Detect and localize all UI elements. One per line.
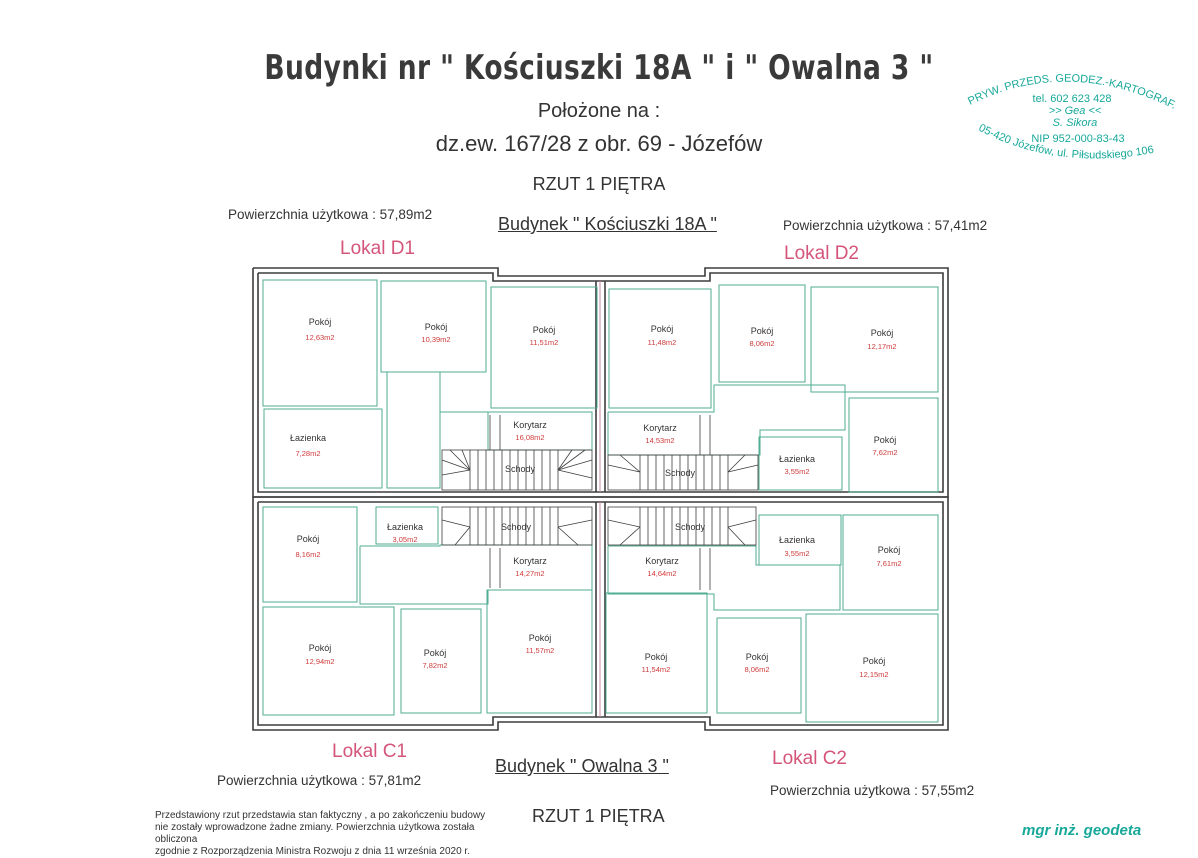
stamp-line-1: PRYW. PRZEDS. GEODEZ.-KARTOGRAF. (966, 72, 1179, 112)
room-name: Łazienka (778, 454, 816, 464)
stamp-line-6: 05-420 Józefów, ul. Piłsudskiego 106 (976, 121, 1155, 162)
unit-label-d1: Lokal D1 (340, 238, 415, 259)
area-d1: Powierzchnia użytkowa : 57,89m2 (228, 207, 433, 222)
room-name: Pokój (423, 648, 447, 658)
room-area: 7,28m2 (295, 449, 321, 458)
area-c1: Powierzchnia użytkowa : 57,81m2 (217, 773, 422, 788)
room-area: 12,17m2 (867, 342, 897, 351)
room-name: Pokój (532, 325, 556, 335)
room-name: Pokój (644, 652, 668, 662)
room-d2-korytarz (608, 385, 845, 455)
unit-label-d2: Lokal D2 (784, 243, 859, 264)
room-area: 7,62m2 (872, 448, 898, 457)
room-area: 12,94m2 (305, 657, 335, 666)
stairs-d2 (608, 415, 758, 490)
room-name: Pokój (296, 534, 320, 544)
room-d1-pokoj-1 (263, 280, 377, 406)
room-area: 3,55m2 (784, 549, 810, 558)
stairs-label: Schody (500, 522, 532, 532)
room-name: Pokój (870, 328, 894, 338)
room-name: Pokój (877, 545, 901, 555)
footnote-line-3: zgodnie z Rozporządzenia Ministra Rozwoju z dnia 11 września 2020 r. (155, 846, 470, 857)
room-d1-lazienka (264, 409, 382, 488)
room-area: 7,61m2 (876, 559, 902, 568)
room-area: 8,16m2 (295, 550, 321, 559)
room-name: Pokój (862, 656, 886, 666)
room-area: 7,82m2 (422, 661, 448, 670)
floor-title-bottom: RZUT 1 PIĘTRA (532, 806, 665, 826)
room-d2-pokoj-4 (849, 398, 938, 492)
room-c1-korytarz (360, 545, 592, 604)
room-name: Pokój (528, 633, 552, 643)
unit-label-c1: Lokal C1 (332, 741, 407, 762)
room-name: Korytarz (513, 556, 547, 566)
area-d2: Powierzchnia użytkowa : 57,41m2 (783, 218, 988, 233)
stamp-line-4: S. Sikora (1052, 117, 1098, 129)
room-c2-pokoj-4 (806, 614, 938, 722)
stamp-line-3: >> Gea << (1048, 105, 1102, 117)
stairs-c2 (608, 507, 756, 590)
room-name: Pokój (745, 652, 769, 662)
room-name: Korytarz (645, 556, 679, 566)
room-name: Korytarz (643, 423, 677, 433)
room-name: Łazienka (386, 522, 424, 532)
room-area: 11,54m2 (641, 665, 671, 674)
room-area: 12,15m2 (859, 670, 889, 679)
stairs-label: Schody (504, 464, 536, 474)
room-area: 16,08m2 (515, 433, 545, 442)
stamp-line-5: NIP 952-000-83-43 (1031, 133, 1125, 145)
room-area: 8,06m2 (744, 665, 770, 674)
document-title: Budynki nr " Kościuszki 18A " i " Owalna 3 " (264, 48, 934, 88)
room-name: Łazienka (778, 535, 816, 545)
stamp-line-2: tel. 602 623 428 (1032, 93, 1112, 105)
room-name: Łazienka (289, 433, 327, 443)
room-name: Pokój (308, 643, 332, 653)
room-name: Pokój (650, 324, 674, 334)
unit-label-c2: Lokal C2 (772, 748, 847, 769)
room-d1-pokoj-3 (491, 287, 597, 408)
room-area: 11,48m2 (647, 338, 677, 347)
room-name: Pokój (873, 435, 897, 445)
room-name: Pokój (308, 317, 332, 327)
signature: mgr inż. geodeta (1022, 822, 1142, 839)
room-name: Pokój (424, 322, 448, 332)
stairs-label: Schody (674, 522, 706, 532)
location-label: Położone na : (537, 100, 661, 122)
footnote-line-2: nie zostały wprowadzone żadne zmiany. Powierzchnia użytkowa została obliczona (155, 822, 475, 845)
floor-title-top: RZUT 1 PIĘTRA (532, 174, 666, 194)
footnote-line-1: Przedstawiony rzut przedstawia stan faktyczny , a po zakończeniu budowy (155, 810, 486, 821)
room-area: 3,05m2 (392, 535, 418, 544)
room-area: 12,63m2 (305, 333, 335, 342)
room-area: 14,53m2 (645, 436, 675, 445)
footnote (155, 810, 505, 858)
building-name-bottom: Budynek " Owalna 3 " (495, 756, 669, 776)
stairs-label: Schody (664, 468, 696, 478)
area-c2: Powierzchnia użytkowa : 57,55m2 (770, 783, 975, 798)
room-area: 8,06m2 (749, 339, 775, 348)
room-area: 11,57m2 (525, 646, 555, 655)
building-name-top: Budynek " Kościuszki 18A " (498, 214, 717, 234)
room-area: 11,51m2 (529, 338, 559, 347)
room-d2-pokoj-1 (609, 289, 711, 408)
room-area: 14,64m2 (647, 569, 677, 578)
room-name: Pokój (750, 326, 774, 336)
room-name: Korytarz (513, 420, 547, 430)
room-d2-pokoj-3 (811, 287, 938, 392)
room-area: 14,27m2 (515, 569, 545, 578)
room-area: 3,55m2 (784, 467, 810, 476)
parcel-info: dz.ew. 167/28 z obr. 69 - Józefów (435, 131, 763, 156)
room-area: 10,39m2 (421, 335, 451, 344)
